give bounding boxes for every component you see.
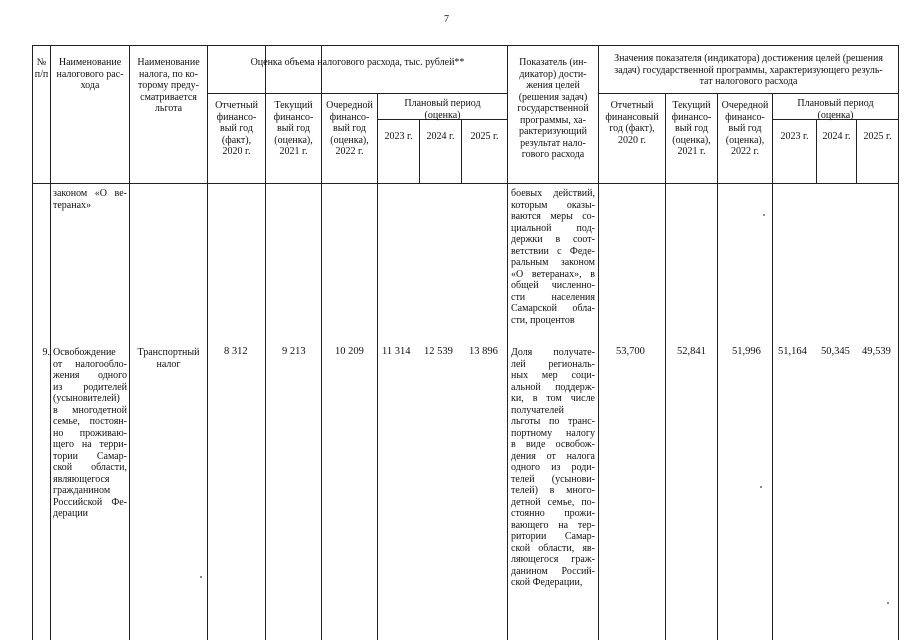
row-indicator-line: льготы по транс- (511, 416, 595, 427)
continuation-indicator-line: Самарской обла- (511, 303, 595, 314)
row-name-line: являющегося (53, 473, 110, 485)
header-indicator: Показатель (ин- дикатор) дости- жения целей (решения задач) государственной программы, ха- рактеризующий результат нало- гового расхода (517, 57, 589, 160)
estimate-2022: 10 209 (335, 346, 364, 357)
row-name-line: жения одного (53, 370, 127, 381)
row-indicator-line: получателей (511, 404, 565, 416)
estimate-2021: 9 213 (282, 346, 306, 357)
row-name-line: Российской Фе- (53, 496, 127, 508)
row-indicator-line: лей региональ- (511, 358, 595, 370)
row-indicator-line: в виде освобож- (511, 439, 595, 450)
header-tax-name: Наименование налога, по ко- торому преду- сматривается льгота (137, 57, 200, 114)
indicator-value-2022: 51,996 (732, 346, 761, 357)
row-indicator-line: телей (усынови- (511, 473, 595, 485)
row-name-line: в многодетной (53, 404, 127, 416)
row-indicator-line: вающего на тер- (511, 519, 595, 531)
row-name-line: из родителей (53, 381, 127, 393)
estimate-2020: 8 312 (224, 346, 248, 357)
continuation-indicator-line: ральным законом (511, 257, 595, 268)
scan-speck (887, 602, 889, 604)
row-name-line: ской области, (53, 462, 127, 473)
continuation-indicator-line: ветствии с Феде- (511, 245, 595, 257)
row-number: 9. (42, 347, 50, 358)
continuation-indicator-line: общей численно- (511, 280, 595, 291)
scan-speck (200, 576, 202, 578)
header-value-next-year: Очередной финансо- вый год (оценка), 2022 г. (721, 100, 769, 157)
header-tax-expenditure-name: Наименование налогового рас- хода (56, 57, 124, 91)
row-tax-expenditure-name (53, 347, 127, 520)
estimate-2025: 13 896 (469, 346, 498, 357)
row-name-line: семье, постоян- (53, 416, 127, 427)
header-value-plan-period: Плановый период (оценка) (797, 98, 874, 121)
scan-speck (763, 214, 765, 216)
row-indicator-line: портному налогу (511, 427, 595, 439)
row-name-line: щего на терри- (53, 439, 127, 450)
estimate-2023: 11 314 (382, 346, 411, 357)
continuation-indicator-line: ваются меры со- (511, 211, 595, 222)
estimate-2024: 12 539 (424, 346, 453, 357)
row-indicator-line: Доля получате- (511, 347, 595, 358)
row-indicator-line: ки, в том числе (511, 393, 595, 404)
header-value-report-year: Отчетный финансовый год (факт), 2020 г. (605, 100, 659, 146)
header-year-2023: 2023 г. (384, 131, 413, 142)
row-name-line: (усыновителей) (53, 393, 120, 404)
header-value-year-2023: 2023 г. (780, 131, 809, 142)
header-value-year-2025: 2025 г. (863, 131, 892, 142)
header-value-year-2024: 2024 г. (822, 131, 851, 142)
indicator-value-2025: 49,539 (862, 346, 891, 357)
continuation-indicator-line: держки в соот- (511, 234, 595, 245)
header-report-year: Отчетный финансо- вый год (факт), 2020 г. (215, 100, 258, 157)
page-number: 7 (444, 14, 449, 25)
row-indicator-line: ляющегося граж- (511, 554, 595, 565)
continuation-indicator-line: боевых действий, (511, 188, 595, 199)
row-name-line: от налогообло- (53, 358, 127, 370)
tax-expenditure-table (32, 45, 898, 640)
header-indicator-values: Значения показателя (индикатора) достижения целей (решения задач) государственной программы, характеризующего резуль- тат налогового расхода (614, 53, 883, 87)
row-indicator-line: альной поддерж- (511, 381, 595, 393)
header-year-2024: 2024 г. (426, 131, 455, 142)
continuation-indicator-line: циальной под- (511, 222, 595, 234)
row-tax-name: Транспортный налог (137, 347, 200, 370)
row-name-line: тории Самар- (53, 450, 127, 462)
row-name-line: дерации (53, 508, 89, 519)
continuation-name-line: законом «О ве- (53, 188, 127, 199)
header-year-2025: 2025 г. (470, 131, 499, 142)
row-indicator-line: стоянно прожи- (511, 508, 595, 519)
row-indicator-line: одного из роди- (511, 462, 595, 473)
indicator-value-2024: 50,345 (821, 346, 850, 357)
row-name-line: гражданином (53, 485, 111, 496)
scan-speck (760, 486, 762, 488)
indicator-value-2023: 51,164 (778, 346, 807, 357)
continuation-indicator-line: «О ветеранах», в (511, 268, 595, 280)
row-indicator-line: данином Россий- (511, 565, 595, 577)
continuation-indicator-line: которым оказы- (511, 199, 595, 211)
row-name-line: Освобождение (53, 347, 116, 358)
header-plan-period: Плановый период (оценка) (404, 98, 481, 121)
continuation-name (53, 188, 127, 211)
continuation-indicator (511, 188, 595, 326)
header-value-current-year: Текущий финансо- вый год (оценка), 2021 г. (671, 100, 712, 157)
header-estimate-title: Оценка объема налогового расхода, тыс. рублей** (250, 57, 465, 68)
row-indicator-line: детной семье, по- (511, 496, 595, 508)
header-number: № п/п (34, 57, 49, 80)
indicator-value-2020: 53,700 (616, 346, 645, 357)
row-indicator-line: телей) в много- (511, 485, 595, 496)
row-indicator-line: ных мер соци- (511, 370, 595, 381)
indicator-value-2021: 52,841 (677, 346, 706, 357)
header-current-year: Текущий финансо- вый год (оценка), 2021 г. (273, 100, 314, 157)
row-indicator-line: ской области, яв- (511, 542, 595, 554)
row-indicator-line: ритории Самар- (511, 531, 595, 542)
continuation-name-line: теранах» (53, 199, 92, 211)
row-name-line: но проживаю- (53, 427, 127, 439)
row-indicator (511, 347, 595, 589)
header-next-year: Очередной финансо- вый год (оценка), 2022 г. (326, 100, 373, 157)
continuation-indicator-line: сти населения (511, 291, 595, 303)
continuation-indicator-line: сти, процентов (511, 314, 575, 326)
row-indicator-line: дения от налога (511, 450, 595, 462)
row-indicator-line: ской Федерации, (511, 577, 583, 588)
